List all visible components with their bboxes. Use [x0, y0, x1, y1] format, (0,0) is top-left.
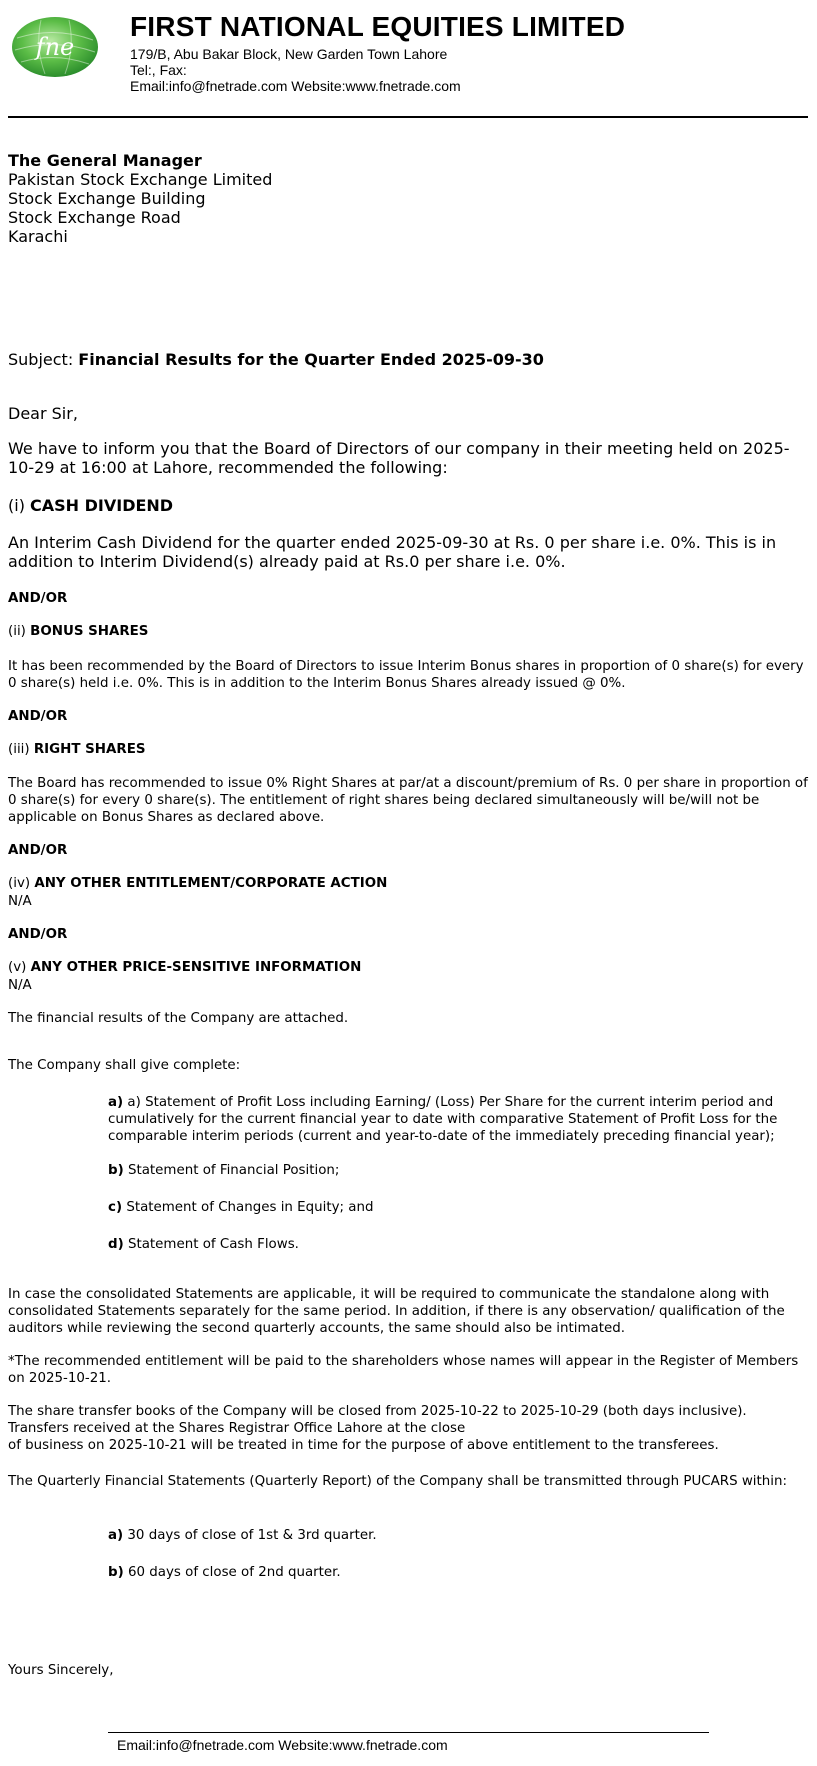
section-prefix: (i): [8, 496, 31, 515]
item-label: c): [108, 1200, 123, 1215]
recipient-title: The General Manager: [8, 151, 202, 170]
other-entitlement-value: N/A: [8, 894, 32, 909]
section-prefix: (iv): [8, 876, 35, 891]
transfer-books-line: of business on 2025-10-21 will be treated in time for the purpose of above entitlement to the transferees.: [8, 1438, 719, 1453]
header-divider: [8, 116, 808, 118]
company-email-website: Email:info@fnetrade.com Website:www.fnetrade.com: [130, 78, 461, 94]
item-text: a) Statement of Profit Loss including Earning/ (Loss) Per Share for the current interim period and cumulatively for the current financial year to date with comparative Statement of Profit Loss for the comparable interim periods (current and year-to-date of the immediately preceding financial year);: [108, 1095, 778, 1144]
item-label: a): [108, 1095, 124, 1110]
right-shares-heading: [8, 742, 145, 757]
subject-line: [8, 350, 544, 369]
section-title: CASH DIVIDEND: [30, 496, 174, 515]
item-label: d): [108, 1237, 124, 1252]
and-or-separator: AND/OR: [8, 709, 68, 724]
footer-contact: Email:info@fnetrade.com Website:www.fnetrade.com: [117, 1737, 448, 1753]
logo-emblem: [11, 16, 99, 78]
logo-text: fne: [35, 33, 75, 61]
right-shares-text: The Board has recommended to issue 0% Right Shares at par/at a discount/premium of Rs. 0 per share in proportion of 0 share(s) for every 0 share(s). The entitlement of right shares being declared simultaneously will be/will not be applicable on Bonus Shares as declared above.: [8, 776, 808, 825]
recommended-entitlement: *The recommended entitlement will be paid to the shareholders whose names will appear in the Register of Members on 2025-10-21.: [8, 1354, 799, 1386]
bonus-shares-text: It has been recommended by the Board of Directors to issue Interim Bonus shares in proportion of 0 share(s) for every 0 share(s) held i.e. 0%. This is in addition to the Interim Bonus Shares already issued @ 0%.: [8, 659, 804, 691]
recipient-line: Stock Exchange Building: [8, 189, 206, 208]
item-text: 30 days of close of 1st & 3rd quarter.: [123, 1528, 377, 1543]
item-label: b): [108, 1163, 124, 1178]
statement-item: [108, 1162, 798, 1179]
section-title: RIGHT SHARES: [33, 742, 146, 757]
quarterly-paragraph: The Quarterly Financial Statements (Quarterly Report) of the Company shall be transmitted through PUCARS within:: [8, 1474, 787, 1489]
intro-paragraph: We have to inform you that the Board of Directors of our company in their meeting held on 2025-10-29 at 16:00 at Lahore, recommended the following:: [8, 439, 790, 477]
consolidated-paragraph: In case the consolidated Statements are applicable, it will be required to communicate the standalone along with consolidated Statements separately for the same period. In addition, if there is any observation/ qualification of the auditors while reviewing the second quarterly accounts, the same should also be intimated.: [8, 1287, 785, 1336]
within-item: [108, 1564, 798, 1581]
section-title: ANY OTHER PRICE-SENSITIVE INFORMATION: [30, 960, 362, 975]
item-text: Statement of Cash Flows.: [123, 1237, 299, 1252]
price-sensitive-value: N/A: [8, 978, 32, 993]
within-item: [108, 1527, 798, 1544]
results-attached: The financial results of the Company are attached.: [8, 1011, 349, 1026]
section-prefix: (v): [8, 960, 31, 975]
recipient-line: Stock Exchange Road: [8, 208, 181, 227]
company-tel-fax: Tel:, Fax:: [130, 62, 187, 78]
transfer-books-line: The share transfer books of the Company will be closed from 2025-10-22 to 2025-10-29 (both days inclusive).: [8, 1404, 747, 1419]
company-logo: [11, 16, 99, 78]
item-text: Statement of Financial Position;: [123, 1163, 340, 1178]
give-complete: The Company shall give complete:: [8, 1058, 241, 1073]
cash-dividend-text: An Interim Cash Dividend for the quarter ended 2025-09-30 at Rs. 0 per share i.e. 0%. This is in addition to Interim Dividend(s) already paid at Rs.0 per share i.e. 0%.: [8, 533, 777, 571]
item-text: Statement of Changes in Equity; and: [122, 1200, 374, 1215]
subject-text: Financial Results for the Quarter Ended 2025-09-30: [78, 350, 544, 369]
other-entitlement-heading: [8, 876, 387, 891]
statement-item: [108, 1094, 798, 1145]
company-name: FIRST NATIONAL EQUITIES LIMITED: [130, 11, 626, 42]
item-label: a): [108, 1528, 124, 1543]
closing: Yours Sincerely,: [8, 1663, 114, 1678]
section-prefix: (ii): [8, 624, 31, 639]
footer-divider: [108, 1732, 709, 1733]
statement-item: [108, 1236, 798, 1253]
salutation: Dear Sir,: [8, 404, 78, 423]
recipient-line: Pakistan Stock Exchange Limited: [8, 170, 273, 189]
company-address: 179/B, Abu Bakar Block, New Garden Town Lahore: [130, 46, 448, 62]
recipient-line: Karachi: [8, 227, 68, 246]
section-prefix: (iii): [8, 742, 34, 757]
and-or-separator: AND/OR: [8, 927, 68, 942]
item-label: b): [108, 1565, 124, 1580]
and-or-separator: AND/OR: [8, 843, 68, 858]
and-or-separator: AND/OR: [8, 591, 68, 606]
price-sensitive-heading: [8, 960, 361, 975]
section-title: ANY OTHER ENTITLEMENT/CORPORATE ACTION: [34, 876, 388, 891]
cash-dividend-heading: [8, 496, 173, 515]
section-title: BONUS SHARES: [30, 624, 149, 639]
transfer-books-line: Transfers received at the Shares Registrar Office Lahore at the close: [8, 1421, 466, 1436]
item-text: 60 days of close of 2nd quarter.: [123, 1565, 341, 1580]
subject-label: Subject:: [8, 350, 79, 369]
bonus-shares-heading: [8, 624, 148, 639]
statement-item: [108, 1199, 798, 1216]
